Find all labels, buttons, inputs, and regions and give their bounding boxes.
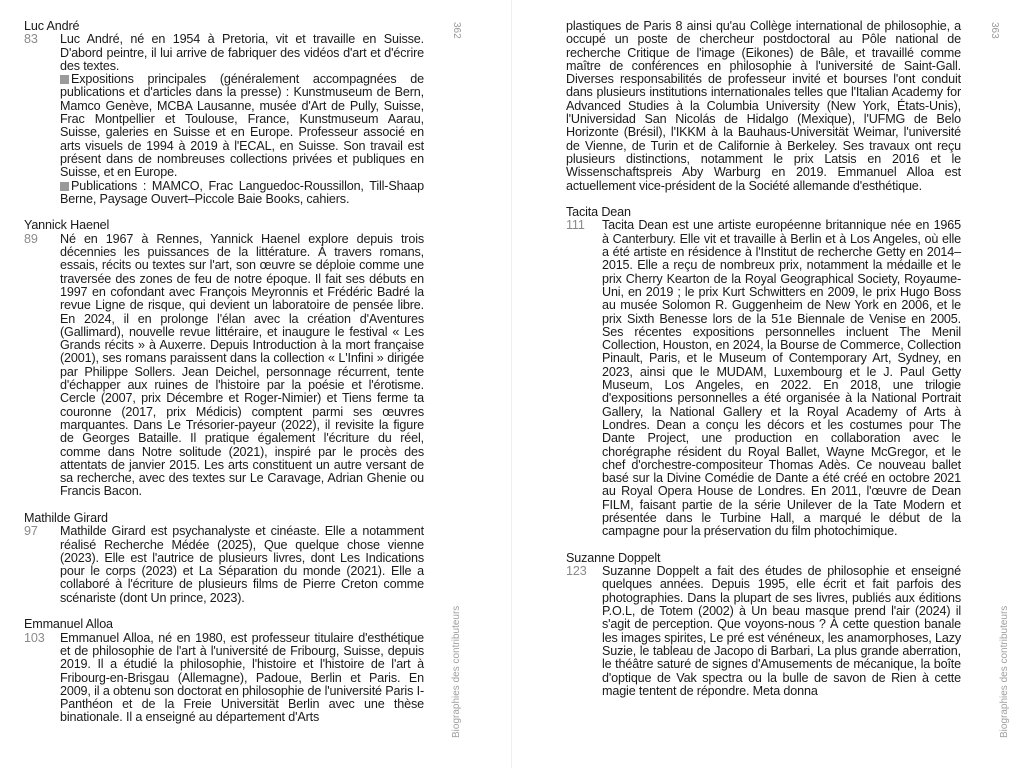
- entry-body: [566, 565, 961, 698]
- entry-yannick-haenel: [24, 219, 424, 498]
- right-column: [566, 20, 961, 711]
- contributor-name: Tacita Dean: [566, 205, 631, 220]
- entry-body: [24, 33, 424, 206]
- entry-emmanuel-alloa: [24, 618, 424, 724]
- left-column: [24, 20, 424, 738]
- paragraph: Suzanne Doppelt a fait des études de philosophie et enseigné quelques années. Depuis 1995, elle écrit et fait parfois des photographies. Dans la plupart de ses livres, publiés aux éditions P.O.L, de Totem (2002) à Un beau masque prend l'air (2024) il s'agit de perception. Que voyons-nous ? À cette question banale les images spirites, Le pré est vénéneux, les anamorphoses, Lazy Suzie, le tableau de Jacopo di Barbari, La plus grande aberration, le théâtre saturé de signes d'Amusements de mécanique, la boîte d'optique de Vak spectra ou la bulle de savon de Rien à cette magie tentent de répondre. Meta donna: [602, 564, 961, 698]
- entry-mathilde-girard: [24, 512, 424, 605]
- entry-luc-andre: [24, 20, 424, 206]
- paragraph: Né en 1967 à Rennes, Yannick Haenel explore depuis trois décennies les puissances de la littérature. À travers romans, essais, récits ou textes sur l'art, son œuvre se déploie comme une traversée des zones de feu de notre époque. Il fait ses débuts en 1997 en cofondant avec François Meyronnis et Frédéric Badré la revue Ligne de risque, qui devient un laboratoire de pensée libre. En 2024, il en prolonge l'élan avec la création d'Aventures (Gallimard), nouvelle revue littéraire, et inaugure le festival « Les Grands récits » à Auxerre. Depuis Introduction à la mort française (2001), ses romans paraissent dans la collection « L'Infini » dirigée par Philippe Sollers. Jean Deichel, personnage récurrent, tente d'échapper aux ruines de l'histoire par la poésie et l'érotisme. Cercle (2007, prix Décembre et Roger-Nimier) et Tiens ferme ta couronne (2017, prix Médicis) comptent parmi ses œuvres marquantes. Dans Le Trésorier-payeur (2022), il revisite la figure de Georges Bataille. Il pratique également l'écriture du réel, comme dans Notre solitude (2021), inspiré par le procès des attentats de janvier 2015. Les arts constituent un autre versant de sa recherche, avec des textes sur Le Caravage, Adrian Ghenie ou Francis Bacon.: [60, 231, 424, 499]
- page-reference: 103: [24, 630, 45, 645]
- paragraph: Mathilde Girard est psychanalyste et cinéaste. Elle a notamment réalisé Recherche Médée (2025), Que quelque chose vienne (2023). Elle est l'autrice de plusieurs livres, dont Les Indications pour le corps (2023) et La Séparation du monde (2021). Elle a collaboré à l'écriture de plusieurs films de Pierre Creton comme scénariste (dont Un prince, 2023).: [60, 524, 424, 605]
- running-head: Biographies des contributeurs: [999, 605, 1010, 738]
- entry-body: [566, 219, 961, 538]
- entry-suzanne-doppelt: [566, 552, 961, 698]
- running-head: Biographies des contributeurs: [451, 605, 462, 738]
- square-bullet-icon: [60, 182, 69, 191]
- entry-body: [24, 233, 424, 499]
- contributor-name: Yannick Haenel: [24, 218, 110, 233]
- page-reference: 89: [24, 231, 38, 246]
- paragraph: Tacita Dean est une artiste européenne britannique née en 1965 à Canterbury. Elle vit et travaille à Berlin et à Los Angeles, où elle a été artiste en résidence à l'Institut de recherche Getty en 2014–2015. Elle a reçu de nombreux prix, notamment la médaille et le prix Cherry Kearton de la Royal Geographical Society, Royaume-Uni, en 2019 ; le prix Kurt Schwitters en 2009, le prix Hugo Boss au musée Solomon R. Guggenheim de New York en 2006, et le prix Sixth Benesse lors de la 51e Biennale de Venise en 2005. Ses récentes expositions personnelles incluent The Menil Collection, Houston, en 2024, la Bourse de Commerce, Collection Pinault, Paris, et le Museum of Contemporary Art, Sydney, en 2023, ainsi que le MUDAM, Luxembourg et le J. Paul Getty Museum, Los Angeles, en 2022. En 2018, une trilogie d'expositions personnelles a été organisée à la National Portrait Gallery, la National Gallery et la Royal Academy of Arts à Londres. Dean a conçu les décors et les costumes pour The Dante Project, une production en collaboration avec le chorégraphe résident du Royal Ballet, Wayne McGregor, et le chef d'orchestre-compositeur Thomas Adès. Ce nouveau ballet basé sur la Divine Comédie de Dante a été créé en octobre 2021 au Royal Opera House de Londres. En 2011, l'œuvre de Dean FILM, faisant partie de la série Unilever de la Tate Modern et présentée dans le Turbine Hall, a marqué le début de la campagne pour la préservation du film photochimique.: [602, 218, 961, 539]
- contributor-name: Suzanne Doppelt: [566, 550, 661, 565]
- contributor-name: Emmanuel Alloa: [24, 617, 113, 632]
- page-reference: 123: [566, 564, 587, 579]
- paragraph-with-bullet: Publications : MAMCO, Frac Languedoc-Roussillon, Till-Shaap Berne, Paysage Ouvert–Piccole Baie Books, cahiers.: [60, 178, 424, 206]
- paragraph: Luc André, né en 1954 à Pretoria, vit et travaille en Suisse. D'abord peintre, il lui arrive de fabriquer des vidéos d'art et d'écrire des textes.: [60, 32, 424, 73]
- folio-page-number: 362: [451, 22, 462, 39]
- folio-page-number: 363: [989, 22, 1000, 39]
- continued-text: plastiques de Paris 8 ainsi qu'au Collège international de philosophie, a occupé un poste de chercheur postdoctoral au Pôle national de recherche Critique de l'image (Eikones) de Bâle, et travaillé comme maître de conférences en philosophie à l'université de Saint-Gall. Diverses responsabilités de professeur invité et bourses l'ont conduit dans plusieurs institutions internationales telles que l'Italian Academy for Advanced Studies à la Columbia University (New York, États-Unis), l'Universidad San Nicolás de Hidalgo (Mexique), l'UFMG de Belo Horizonte (Brésil), l'IKKM à la Bauhaus-Universität Weimar, l'université de Vienne, de Turin et de Californie à Berkeley. Ses travaux ont reçu plusieurs distinctions, notamment le prix Latsis en 2016 et le Wissenschaftspreis Aby Warburg en 2019. Emmanuel Alloa est actuellement vice-président de la Société allemande d'esthétique.: [566, 19, 961, 193]
- paragraph-with-bullet: Expositions principales (généralement accompagnées de publications et d'articles dans la presse) : Kunstmuseum de Bern, Mamco Genève, MCBA Lausanne, musée d'Art de Pully, Suisse, Frac Montpellier et Toulouse, France, Kunstmuseum Aarau, Suisse, galeries en Suisse et en Europe. Professeur associé en arts visuels de 1994 à 2019 à l'ECAL, en Suisse. Son travail est présent dans de nombreuses collections privées et publiques en Suisse, et en Europe.: [60, 72, 424, 180]
- entry-tacita-dean: [566, 206, 961, 538]
- page-reference: 97: [24, 524, 38, 539]
- entry-body: [24, 632, 424, 725]
- contributor-name: Luc André: [24, 19, 80, 33]
- page-reference: 111: [566, 218, 585, 233]
- paragraph: Emmanuel Alloa, né en 1980, est professeur titulaire d'esthétique et de philosophie de l'art à l'université de Fribourg, Suisse, depuis 2019. Il a étudié la philosophie, l'histoire et l'histoire de l'art à Fribourg-en-Brisgau (Allemagne), Padoue, Berlin et Paris. En 2009, il a obtenu son doctorat en philosophie de l'université Paris I-Panthéon et de la Freie Universität Berlin avec une thèse binationale. Il a enseigné au département d'Arts: [60, 630, 424, 725]
- square-bullet-icon: [60, 75, 69, 84]
- right-page: [512, 0, 1024, 768]
- contributor-name: Mathilde Girard: [24, 510, 108, 525]
- page-reference: 83: [24, 32, 38, 47]
- entry-body: [24, 525, 424, 605]
